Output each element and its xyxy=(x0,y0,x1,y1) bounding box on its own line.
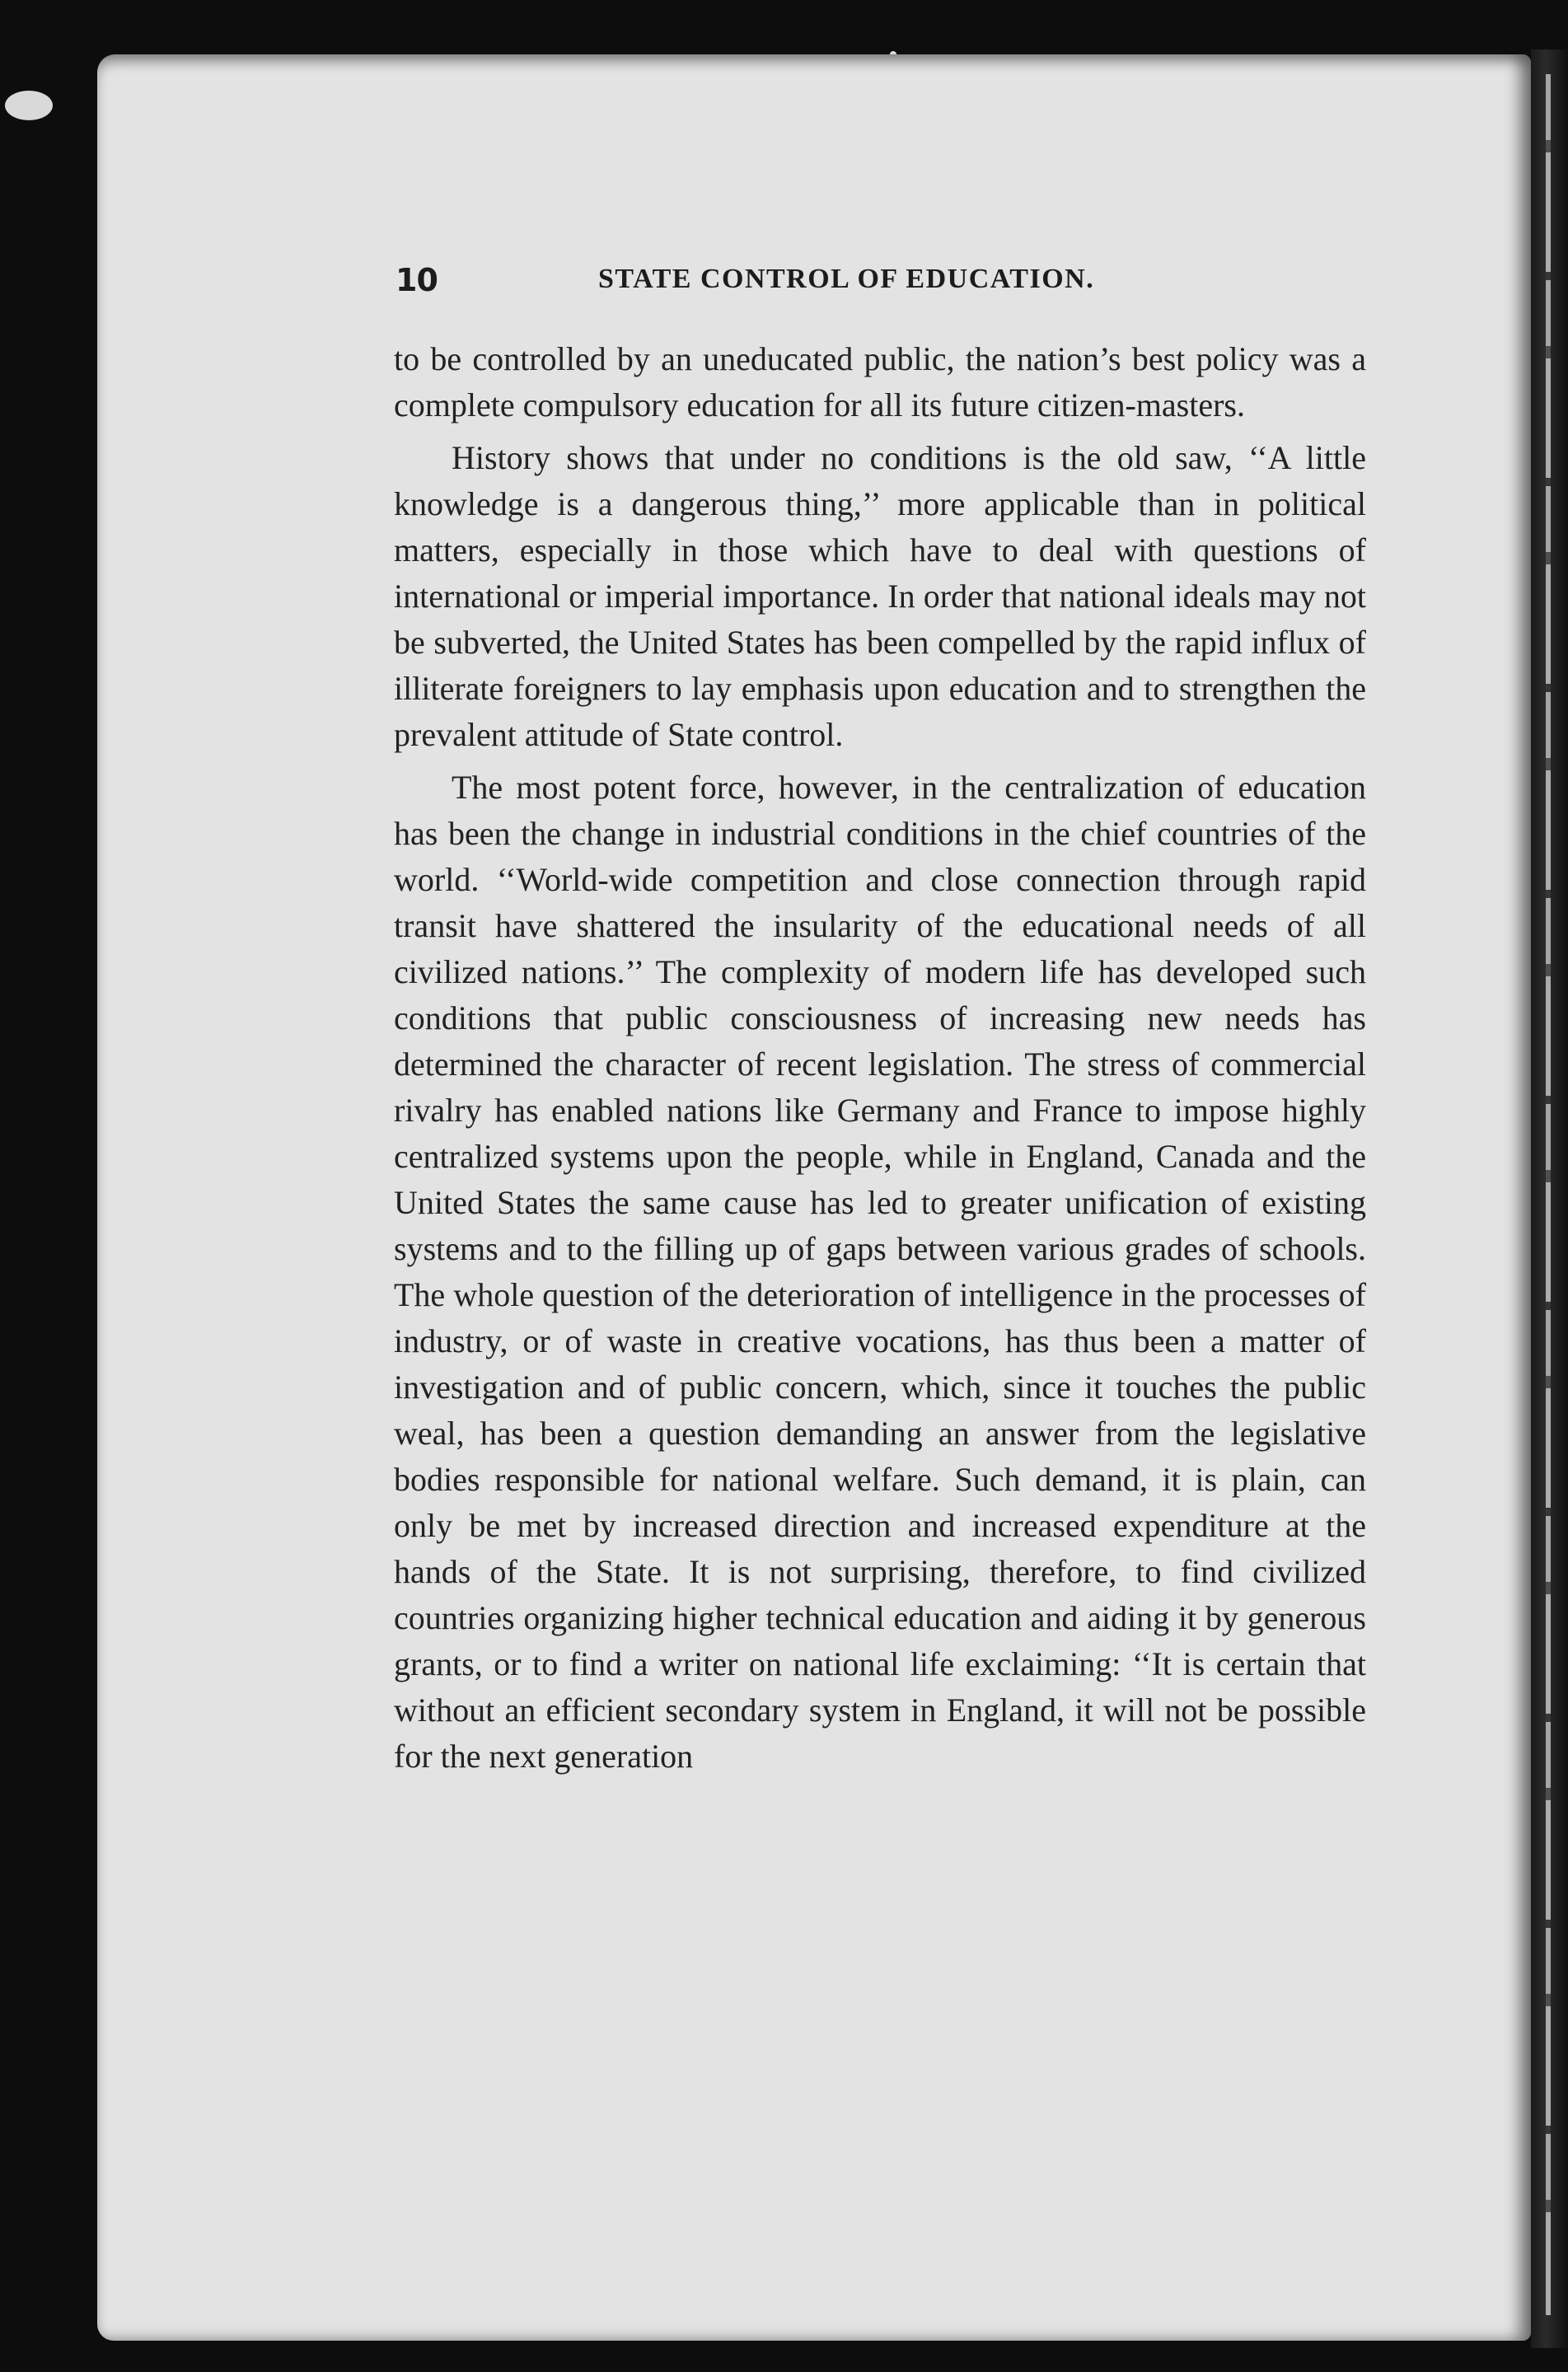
scan-speck xyxy=(5,91,53,120)
running-title: STATE CONTROL OF EDUCATION. xyxy=(598,264,1095,294)
paragraph-continued: to be controlled by an uneducated public, the nation’s best policy was a complete compulsory education for all its future citizen-masters. xyxy=(394,340,1366,423)
paragraph: The most potent force, however, in the centralization of education has been the change in industrial conditions in the chief countries of the world. ‘‘World-wide competition and close connection through rapid transit have shattered the insularity of the educational needs of all civilized nations.’’ The complexity of modern life has developed such conditions that public consciousness of increasing new needs has determined the character of recent legislation. The stress of commercial rivalry has enabled nations like Germany and France to impose highly centralized systems upon the people, while in England, Canada and the United States the same cause has led to greater unification of existing systems and to the filling up of gaps between various grades of schools. The whole question of the deterioration of intelligence in the processes of industry, or of waste in creative vocations, has thus been a matter of investigation and of public concern, which, since it touches the public weal, has been a question demanding an answer from the legislative bodies responsible for national welfare. Such demand, it is plain, can only be met by increased direction and increased expenditure at the hands of the State. It is not surprising, therefore, to find civilized countries organizing higher technical education and aiding it by generous grants, or to find a writer on national life exclaiming: ‘‘It is certain that without an efficient secondary system in England, it will not be possible for the next generation xyxy=(394,769,1366,1775)
page-body xyxy=(394,336,1366,1786)
page-number: 10 xyxy=(396,262,438,298)
paragraph: History shows that under no conditions is the old saw, ‘‘A little knowledge is a dangerous thing,’’ more applicable than in political matters, especially in those which have to deal with questions of international or imperial importance. In order that national ideals may not be subverted, the United States has been compelled by the rapid influx of illiterate foreigners to lay emphasis upon education and to strengthen the prevalent attitude of State control. xyxy=(394,439,1366,753)
page-header xyxy=(396,262,1368,303)
page-edge xyxy=(1546,74,1551,2315)
